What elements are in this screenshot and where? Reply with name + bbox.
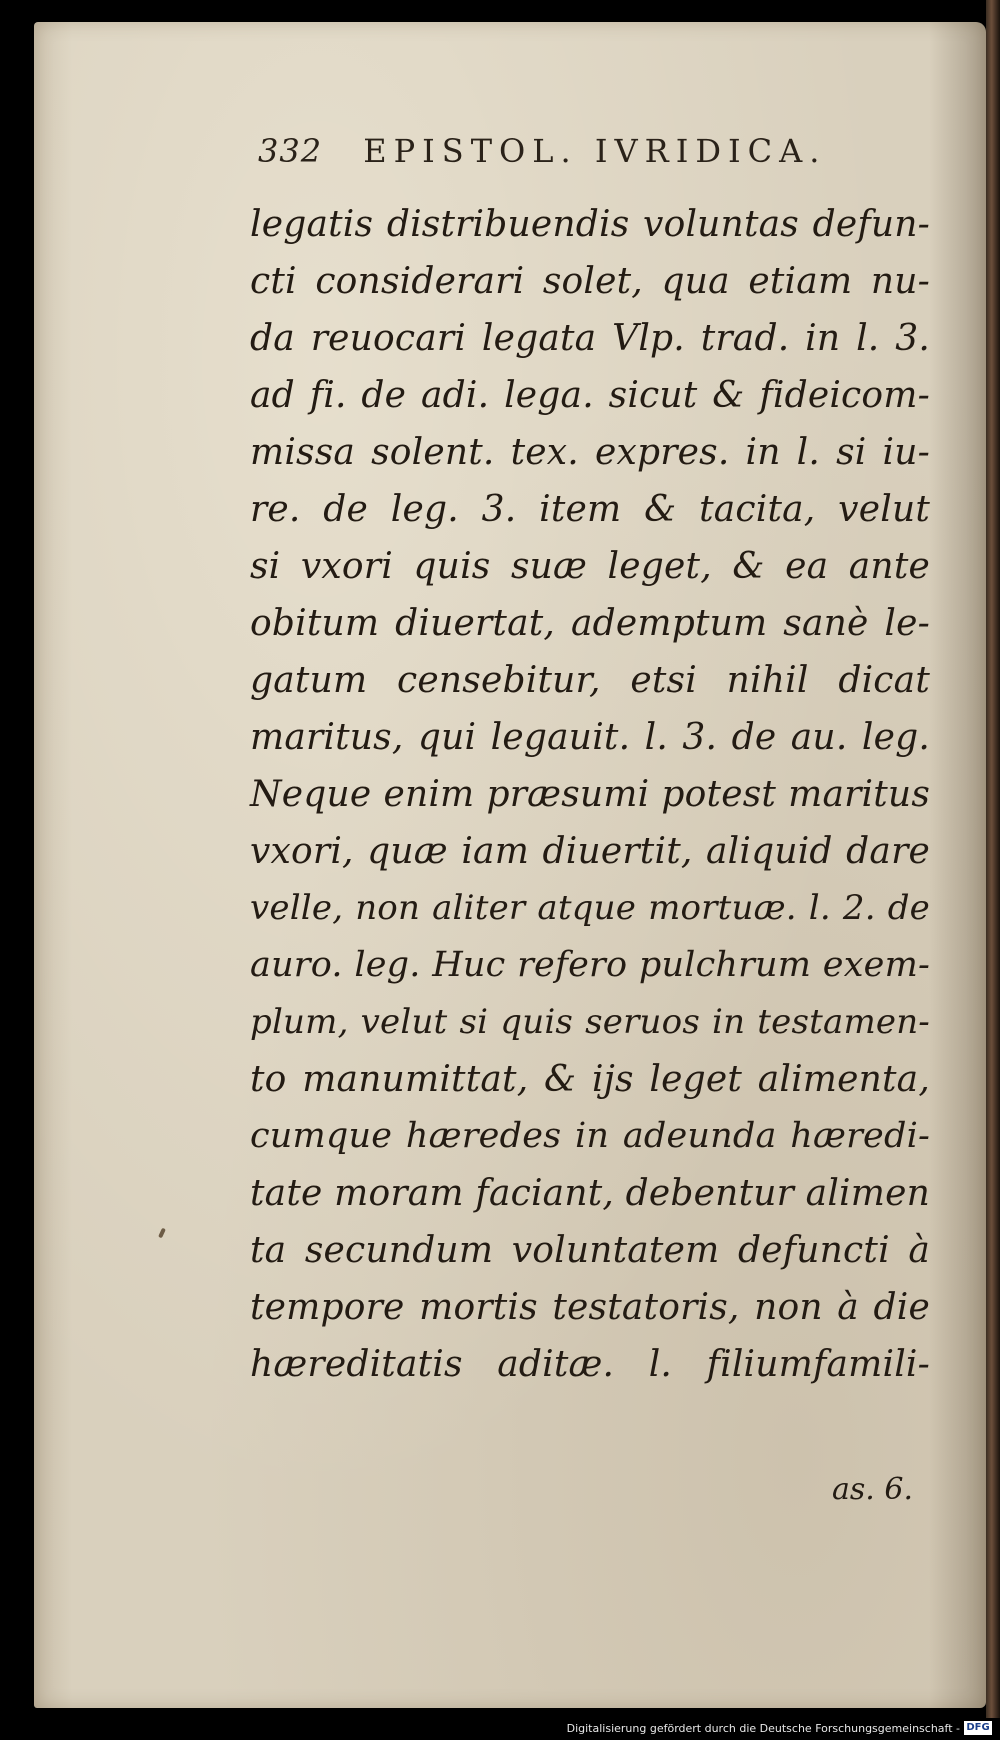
page-header [258,132,898,178]
text-line: velle, non aliter atque mortuæ. l. 2. de [250,888,930,928]
dfg-logo: DFG [964,1721,992,1735]
text-line: maritus, qui legauit. l. 3. de au. leg. [250,717,930,758]
text-line: ta secundum voluntatem defuncti à [250,1230,930,1271]
text-line: gatum censebitur, etsi nihil dicat [250,660,930,701]
page-number: 332 [258,132,323,170]
text-line: missa solent. tex. expres. in l. si iu- [250,432,930,473]
text-line: da reuocari legata Vlp. trad. in l. 3. [250,318,930,359]
text-line: tempore mortis testatoris, non à die [250,1287,930,1328]
text-line: to manumittat, & ijs leget alimenta, [250,1059,930,1100]
text-line: legatis distribuendis voluntas defun- [250,204,930,245]
body-text [250,196,930,1393]
text-line: auro. leg. Huc refero pulchrum exem- [250,945,930,985]
text-line: plum, velut si quis seruos in testamen- [250,1002,930,1042]
text-line: si vxori quis suæ leget, & ea ante [250,546,930,587]
text-line: hæreditatis aditæ. l. filiumfamili- [250,1344,930,1385]
text-line: ad fi. de adi. lega. sicut & fideicom- [250,375,930,416]
text-line: Neque enim præsumi potest maritus [250,774,930,815]
text-line: obitum diuertat, ademptum sanè le- [250,603,930,644]
running-title: EPISTOL. IVRIDICA. [363,132,827,170]
digitization-credit: Digitalisierung gefördert durch die Deutsche Forschungsgemeinschaft - [566,1722,960,1735]
text-line: cumque hæredes in adeunda hæredi- [250,1116,930,1156]
text-line: tate moram faciant, debentur alimen [250,1173,930,1214]
catchword: as. 6. [832,1472,913,1507]
text-line: re. de leg. 3. item & tacita, velut [250,489,930,530]
book-edge [986,0,1000,1740]
text-line: cti considerari solet, qua etiam nu- [250,261,930,302]
text-line: vxori, quæ iam diuertit, aliquid dare [250,831,930,872]
